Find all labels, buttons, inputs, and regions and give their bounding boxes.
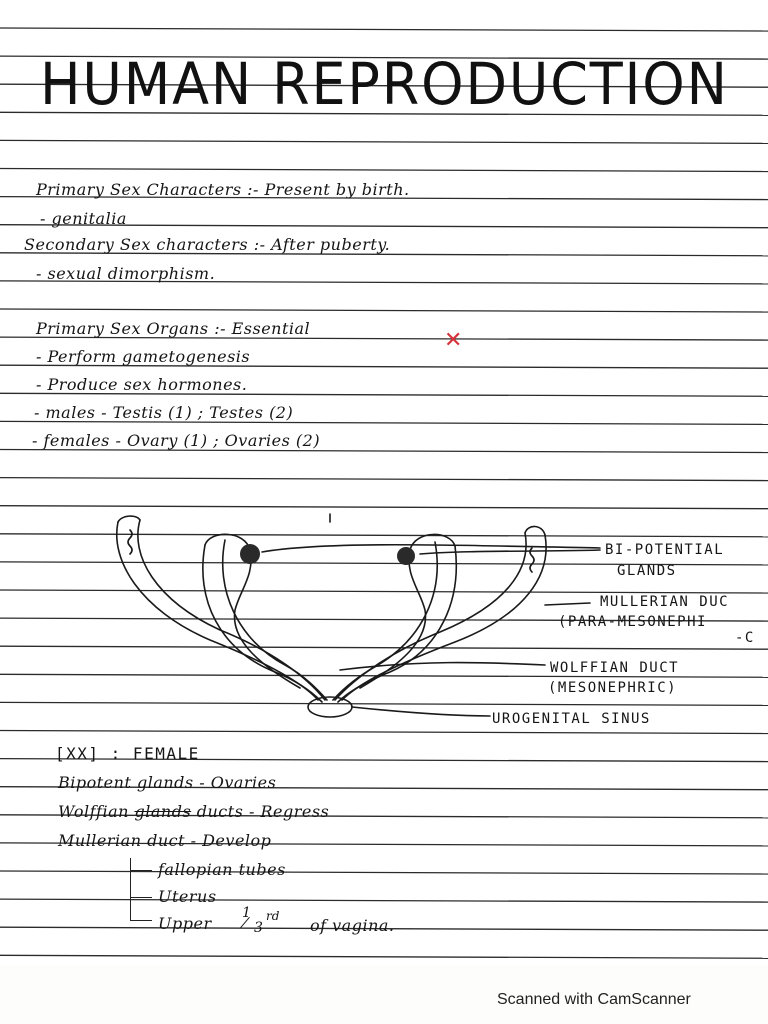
sex-hormones-line: - Produce sex hormones. xyxy=(36,375,248,394)
fallopian-tubes-line: fallopian tubes xyxy=(158,860,286,879)
bracket-tick-3 xyxy=(130,920,152,921)
bracket-tick-2 xyxy=(130,897,152,898)
female-heading: [XX] : FEMALE xyxy=(55,744,200,763)
vagina-line: of vagina. xyxy=(310,916,395,935)
sub-bracket xyxy=(130,858,131,920)
scanner-watermark: Scanned with CamScanner xyxy=(497,991,691,1008)
primary-sex-characters-line: Primary Sex Characters :- Present by birth. xyxy=(36,180,410,199)
wolffian-duct-label: WOLFFIAN DUCT xyxy=(550,660,680,676)
glands-label: GLANDS xyxy=(617,563,677,579)
red-cross-mark: ✕ xyxy=(444,328,463,353)
fraction-numerator: 1 xyxy=(242,905,251,921)
genitalia-line: - genitalia xyxy=(40,209,127,228)
page-title: HUMAN REPRODUCTION xyxy=(40,50,729,118)
primary-sex-organs-line: Primary Sex Organs :- Essential xyxy=(36,319,311,338)
upper-line: Upper xyxy=(158,914,212,933)
urogenital-sinus-label: UROGENITAL SINUS xyxy=(492,711,651,727)
para-mesonephric-label: (PARA-MESONEPHI xyxy=(558,614,707,630)
bracket-tick-1 xyxy=(130,870,152,871)
gametogenesis-line: - Perform gametogenesis xyxy=(36,347,251,366)
mesonephric-label: (MESONEPHRIC) xyxy=(548,680,678,696)
males-line: - males - Testis (1) ; Testes (2) xyxy=(34,403,294,422)
wolffian-suffix: ducts - Regress xyxy=(191,802,330,821)
females-line: - females - Ovary (1) ; Ovaries (2) xyxy=(32,431,321,450)
bipotential-label: BI-POTENTIAL xyxy=(605,542,725,558)
bipotent-glands-line: Bipotent glands - Ovaries xyxy=(58,773,277,792)
wolffian-ducts-line xyxy=(58,802,329,821)
mullerian-duct-label: MULLERIAN DUC xyxy=(600,594,730,610)
fraction-denominator: 3 xyxy=(254,920,263,936)
struck-word: glands xyxy=(134,802,192,821)
uterus-line: Uterus xyxy=(158,887,217,906)
fraction-superscript: rd xyxy=(266,909,280,923)
secondary-sex-characters-line: Secondary Sex characters :- After puberty. xyxy=(24,235,391,254)
wolffian-prefix: Wolffian xyxy=(58,802,135,821)
para-mesonephric-tail: -C xyxy=(735,630,755,646)
mullerian-develop-line: Mullerian duct - Develop xyxy=(58,831,272,850)
sexual-dimorphism-line: - sexual dimorphism. xyxy=(36,264,216,283)
